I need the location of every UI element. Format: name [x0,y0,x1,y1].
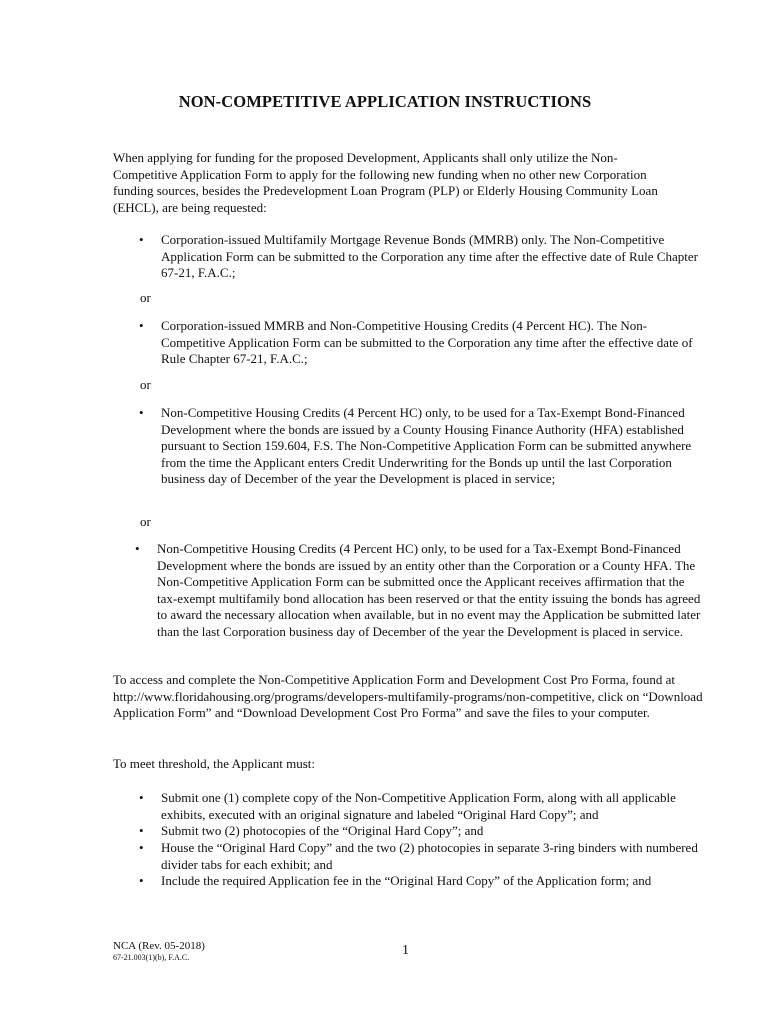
footer-revision-block [113,940,205,963]
or-separator: or [140,514,151,529]
list-item-text: Submit one (1) complete copy of the Non-Competitive Application Form, along with all applicable exhibits, executed with an original signature and labeled “Original Hard Copy”; and [161,790,676,822]
access-paragraph: To access and complete the Non-Competitive Application Form and Development Cost Pro Forma, found at http://www.floridahousing.org/programs/developers-multifamily-programs/non-competitive, click on “Download Application Form” and “Download Development Cost Pro Forma” and save the files to your computer. [113,672,703,720]
list-item [139,405,706,488]
list-item [139,318,706,368]
list-item-text: Corporation-issued MMRB and Non-Competitive Housing Credits (4 Percent HC). The Non-Competitive Application Form can be submitted to the Corporation any time after the effective date of Rule Chapter 67-21, F.A.C.; [161,318,693,366]
bullet-icon: • [135,541,140,556]
bullet-icon: • [139,790,144,805]
footer-rule: 67-21.003(1)(b), F.A.C. [113,953,190,962]
list-item-text: Submit two (2) photocopies of the “Original Hard Copy”; and [161,823,484,838]
bullet-icon: • [139,873,144,888]
list-item [139,840,706,873]
page-number: 1 [402,943,409,958]
list-item-text: Include the required Application fee in the “Original Hard Copy” of the Application form; and [161,873,652,888]
list-item-text: Non-Competitive Housing Credits (4 Percent HC) only, to be used for a Tax-Exempt Bond-Financed Development where the bonds are issued by an entity other than the Corporation or a County HFA. The Non-Competitive Application Form can be submitted once the Applicant receives affirmation that the tax-exempt multifamily bond allocation has been reserved or that the entity issuing the bonds has agreed to award the necessary allocation when available, but in no event may the Application be submitted later than the last Corporation business day of December of the year the Development is placed in service. [157,541,701,639]
bullet-icon: • [139,823,144,838]
or-separator: or [140,290,151,305]
list-item [139,823,706,840]
list-item [139,873,706,890]
bullet-icon: • [139,232,144,247]
threshold-intro: To meet threshold, the Applicant must: [113,756,316,771]
page-title: NON-COMPETITIVE APPLICATION INSTRUCTIONS [178,92,592,111]
list-item-text: Corporation-issued Multifamily Mortgage Revenue Bonds (MMRB) only. The Non-Competitive Application Form can be submitted to the Corporation any time after the effective date of Rule Chapter 67-21, F.A.C.; [161,232,698,280]
bullet-icon: • [139,318,144,333]
list-item [139,790,706,823]
bullet-icon: • [139,405,144,420]
list-item-text: Non-Competitive Housing Credits (4 Percent HC) only, to be used for a Tax-Exempt Bond-Financed Development where the bonds are issued by a County Housing Finance Authority (HFA) established pursuant to Section 159.604, F.S. The Non-Competitive Application Form can be submitted anywhere from the time the Applicant enters Credit Underwriting for the Bonds up until the last Corporation business day of December of the year the Development is placed in service; [161,405,692,486]
list-item [135,541,707,640]
bullet-icon: • [139,840,144,855]
intro-paragraph: When applying for funding for the proposed Development, Applicants shall only utilize the Non-Competitive Application Form to apply for the following new funding when no other new Corporation funding sources, besides the Predevelopment Loan Program (PLP) or Elderly Housing Community Loan (EHCL), are being requested: [113,150,658,215]
list-item [139,232,706,282]
or-separator: or [140,377,151,392]
footer-revision: NCA (Rev. 05-2018) [113,940,205,952]
list-item-text: House the “Original Hard Copy” and the two (2) photocopies in separate 3-ring binders with numbered divider tabs for each exhibit; and [161,840,698,872]
